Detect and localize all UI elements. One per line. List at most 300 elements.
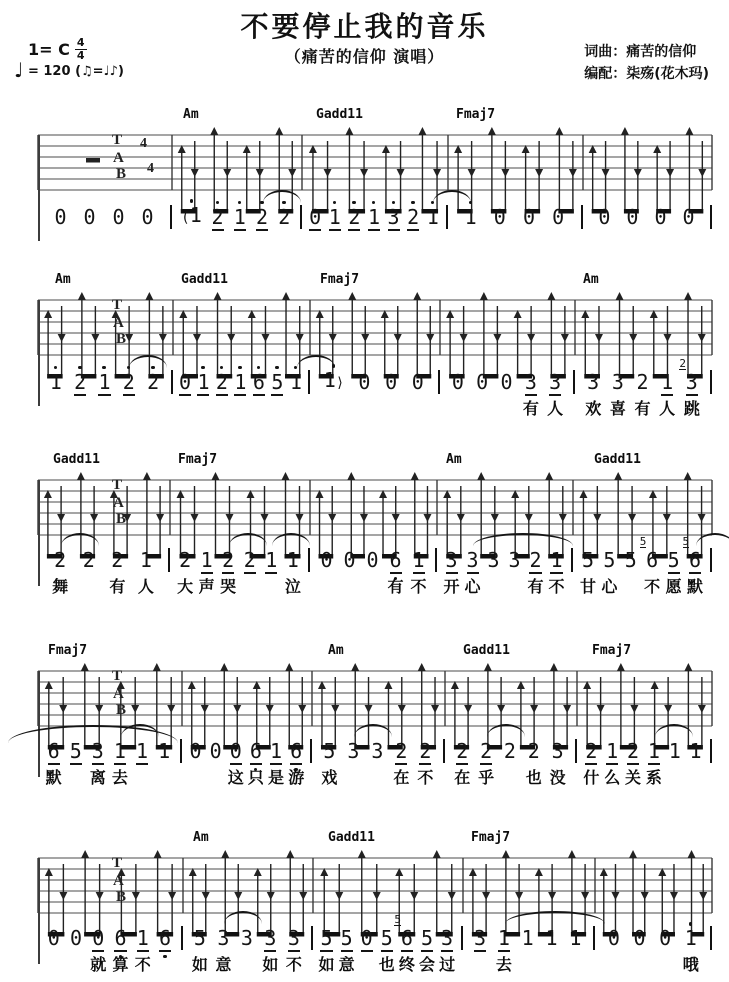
note-digit: 0 — [320, 548, 333, 572]
tab-letter-t: T — [112, 297, 123, 313]
note-digit: 3 — [611, 369, 624, 394]
staff-time-sig-bottom: 4 — [147, 161, 154, 176]
jianpu-note — [240, 926, 253, 950]
tab-letter-t: T — [112, 477, 123, 493]
jianpu-note — [654, 205, 667, 229]
tab-letter-t: T — [112, 855, 123, 871]
jianpu-note — [659, 369, 676, 418]
note-digit: 5 — [603, 548, 616, 572]
note-digit: 1 — [412, 548, 425, 572]
downstroke-arrow-icon — [261, 334, 269, 342]
jianpu-note — [321, 739, 338, 787]
octave-dot-high — [392, 201, 396, 205]
downstroke-arrow-icon — [698, 334, 706, 342]
jianpu-note — [70, 926, 83, 950]
octave-dot-high — [469, 201, 473, 205]
upstroke-arrow-icon — [684, 663, 692, 671]
note-digit: 6 — [646, 548, 659, 572]
lyric-syllable: 愿 — [665, 577, 682, 596]
tab-system — [0, 452, 729, 624]
downstroke-arrow-icon — [96, 892, 104, 900]
jianpu-note — [358, 370, 371, 394]
artist-subtitle: （痛苦的信仰 演唱） — [284, 47, 445, 66]
downstroke-arrow-icon — [593, 514, 601, 522]
note-digit: 6 — [252, 369, 265, 394]
upstroke-arrow-icon — [275, 127, 283, 135]
downstroke-arrow-icon — [426, 334, 434, 342]
upstroke-arrow-icon — [484, 663, 492, 671]
tab-letter-a: A — [113, 495, 124, 511]
bar-line — [710, 926, 712, 950]
jianpu-note — [410, 548, 427, 596]
jianpu-note — [407, 205, 420, 229]
note-digit: 2 — [54, 548, 67, 572]
downstroke-arrow-icon — [569, 169, 577, 177]
measure — [38, 205, 170, 229]
octave-dot-high — [238, 201, 242, 205]
downstroke-arrow-icon — [698, 169, 706, 177]
lyric-syllable: 默 — [686, 577, 704, 596]
downstroke-arrow-icon — [329, 334, 337, 342]
jianpu-note — [348, 205, 361, 229]
grace-note: 2 — [679, 356, 686, 370]
note-digit: 1 — [689, 739, 702, 763]
note-digit: 0 — [189, 739, 202, 763]
downstroke-arrow-icon — [373, 892, 381, 900]
note-digit: 0 — [633, 926, 646, 950]
octave-dot-high — [201, 366, 205, 370]
downstroke-arrow-icon — [226, 514, 234, 522]
upstroke-arrow-icon — [617, 663, 625, 671]
note-digit: 1 — [265, 548, 278, 572]
upstroke-arrow-icon — [285, 663, 293, 671]
jianpu-note — [500, 370, 513, 394]
jianpu-note — [665, 548, 682, 596]
octave-dot-high — [54, 366, 58, 370]
downstroke-arrow-icon — [125, 334, 133, 342]
tab-system — [0, 643, 729, 815]
note-digit: 2 — [82, 548, 95, 572]
octave-dot-high — [333, 201, 337, 205]
note-digit: 5 — [420, 926, 433, 950]
jianpu-note — [122, 370, 135, 394]
downstroke-arrow-icon — [328, 514, 336, 522]
chord-label: Fmaj7 — [592, 643, 632, 658]
paren-open: ( — [181, 210, 190, 226]
jianpu-note — [69, 739, 82, 763]
lyric-syllable: 不 — [410, 577, 427, 596]
measure — [38, 926, 181, 974]
upstroke-arrow-icon — [684, 472, 692, 480]
jianpu-note — [191, 926, 208, 974]
measure — [312, 739, 443, 787]
jianpu-note — [209, 739, 222, 763]
tab-system — [0, 272, 729, 444]
jianpu-note — [583, 739, 600, 787]
measure — [575, 356, 710, 418]
jianpu-note — [601, 548, 618, 596]
note-digit: 1 — [234, 369, 247, 394]
note-digit: 0 — [411, 369, 424, 394]
downstroke-arrow-icon — [335, 892, 343, 900]
chord-label: Gadd11 — [594, 452, 641, 467]
jianpu-note — [98, 370, 111, 394]
lyric-syllable: 这 — [227, 768, 244, 787]
downstroke-arrow-icon — [482, 892, 490, 900]
upstroke-arrow-icon — [212, 472, 220, 480]
upstroke-arrow-icon — [418, 127, 426, 135]
downstroke-arrow-icon — [525, 514, 533, 522]
jianpu-note — [493, 205, 506, 229]
measure — [445, 739, 575, 787]
downstroke-arrow-icon — [91, 334, 99, 342]
measure — [313, 913, 461, 974]
note-digit: 2 — [627, 739, 640, 763]
upstroke-arrow-icon — [282, 472, 290, 480]
jianpu-note — [89, 739, 106, 787]
chord-label: Fmaj7 — [48, 643, 88, 658]
octave-dot-high — [352, 201, 356, 205]
lyric-syllable: 只 — [247, 768, 264, 787]
note-digit: 2 — [215, 369, 228, 394]
upstroke-arrow-icon — [488, 127, 496, 135]
note-digit: 1 — [323, 368, 336, 392]
jianpu-note — [288, 739, 305, 787]
note-digit: 1 — [98, 369, 111, 394]
downstroke-arrow-icon — [191, 169, 199, 177]
lyric-syllable: 人 — [659, 398, 676, 418]
lyric-syllable: 人 — [547, 398, 564, 418]
downstroke-arrow-icon — [360, 169, 368, 177]
jianpu-note — [247, 739, 264, 787]
jianpu-note — [454, 739, 471, 787]
note-digit: 1 — [289, 369, 302, 394]
jianpu-note — [668, 739, 681, 763]
measure — [38, 548, 168, 596]
note-digit: 2 — [122, 369, 135, 394]
jianpu-note — [197, 370, 210, 394]
note-digit: 5 — [320, 926, 333, 950]
jianpu-row — [38, 356, 712, 418]
lyric-syllable: 有 — [387, 577, 404, 596]
jianpu-note — [285, 926, 302, 974]
measure — [448, 205, 581, 229]
jianpu-note — [443, 548, 460, 596]
lyric-syllable: 也 — [378, 955, 395, 974]
chord-label: Am — [183, 107, 199, 122]
measure — [302, 205, 446, 229]
downstroke-arrow-icon — [132, 892, 140, 900]
jianpu-note — [158, 739, 171, 763]
downstroke-arrow-icon — [699, 892, 707, 900]
time-signature-top: 4 — [76, 36, 85, 49]
note-digit: 3 — [474, 926, 487, 950]
lyric-syllable: 就 — [90, 955, 107, 974]
measure — [463, 926, 593, 974]
jianpu-note — [112, 205, 125, 229]
upstroke-arrow-icon — [221, 850, 229, 858]
upstroke-arrow-icon — [282, 292, 290, 300]
note-digit: 1 — [464, 204, 477, 229]
note-digit: 6 — [158, 926, 172, 950]
jianpu-note — [689, 739, 702, 763]
upstroke-arrow-icon — [154, 850, 162, 858]
note-digit: 1 — [197, 369, 210, 394]
jianpu-note — [211, 205, 224, 229]
jianpu-note — [54, 205, 67, 229]
tab-system — [0, 107, 729, 279]
downstroke-arrow-icon — [663, 514, 671, 522]
jianpu-note — [604, 739, 621, 787]
lyric-syllable: 舞 — [52, 577, 69, 596]
jianpu-note — [134, 926, 151, 974]
chord-label: Gadd11 — [181, 272, 228, 287]
downstroke-arrow-icon — [131, 705, 139, 713]
swing-notation: (♫=♩♪) — [75, 64, 124, 79]
measure — [573, 535, 710, 596]
jianpu-note — [394, 913, 415, 974]
lyric-syllable: 乎 — [478, 768, 495, 787]
downstroke-arrow-icon — [581, 892, 589, 900]
note-digit: 1 — [426, 204, 439, 229]
measure — [183, 926, 311, 974]
note-digit: 0 — [366, 548, 379, 572]
note-digit: 1 — [158, 739, 171, 763]
note-digit: 0 — [141, 204, 154, 229]
octave-dot-high — [190, 199, 194, 203]
note-digit: 0 — [229, 739, 242, 763]
upstroke-arrow-icon — [210, 127, 218, 135]
chord-label: Gadd11 — [316, 107, 363, 122]
downstroke-arrow-icon — [394, 334, 402, 342]
downstroke-arrow-icon — [491, 514, 499, 522]
upstroke-arrow-icon — [477, 472, 485, 480]
jianpu-note — [234, 370, 247, 394]
jianpu-note — [367, 205, 380, 229]
note-digit: 2 — [529, 548, 542, 572]
paren-close: ⟩ — [335, 375, 345, 391]
upstroke-arrow-icon — [77, 472, 85, 480]
downstroke-arrow-icon — [57, 514, 65, 522]
jianpu-note — [659, 926, 672, 950]
downstroke-arrow-icon — [433, 169, 441, 177]
lyric-syllable: 如 — [191, 955, 208, 974]
jianpu-note — [525, 739, 542, 787]
note-digit: 2 — [395, 739, 408, 763]
lyric-syllable: 么 — [604, 768, 621, 787]
note-digit: 1 — [569, 926, 582, 950]
jianpu-note — [548, 548, 565, 596]
downstroke-arrow-icon — [398, 705, 406, 713]
jianpu-note — [609, 369, 626, 418]
upstroke-arrow-icon — [358, 850, 366, 858]
upstroke-arrow-icon — [502, 850, 510, 858]
chord-label: Am — [583, 272, 599, 287]
note-digit: 2 — [636, 369, 649, 394]
note-digit: 3 — [587, 369, 600, 394]
jianpu-note — [111, 739, 128, 787]
grace-note: 5 — [682, 535, 690, 548]
downstroke-arrow-icon — [193, 334, 201, 342]
downstroke-arrow-icon — [95, 705, 103, 713]
lyric-syllable: 是 — [268, 768, 285, 787]
downstroke-arrow-icon — [202, 892, 210, 900]
downstroke-arrow-icon — [168, 892, 176, 900]
jianpu-note — [569, 926, 582, 950]
jianpu-note — [387, 548, 404, 596]
note-digit: 2 — [419, 739, 432, 763]
upstroke-arrow-icon — [351, 663, 359, 671]
note-digit: 3 — [445, 548, 458, 572]
jianpu-note — [495, 926, 512, 974]
jianpu-note — [549, 739, 566, 787]
jianpu-note — [426, 205, 439, 229]
rest-mark — [86, 158, 100, 163]
downstroke-arrow-icon — [595, 334, 603, 342]
note-digit: 1 — [189, 203, 202, 227]
downstroke-arrow-icon — [634, 169, 642, 177]
measure — [170, 548, 308, 596]
jianpu-note — [137, 548, 154, 596]
downstroke-arrow-icon — [410, 892, 418, 900]
downstroke-arrow-icon — [397, 169, 405, 177]
note-digit: 2 — [278, 204, 291, 229]
note-digit: 0 — [451, 369, 464, 394]
downstroke-arrow-icon — [261, 514, 269, 522]
jianpu-note — [645, 739, 662, 787]
upstroke-arrow-icon — [629, 850, 637, 858]
upstroke-arrow-icon — [433, 850, 441, 858]
lyric-syllable: 关 — [625, 768, 642, 787]
lyric-syllable: 哭 — [220, 577, 237, 596]
jianpu-note — [338, 926, 355, 974]
downstroke-arrow-icon — [629, 334, 637, 342]
jianpu-row — [38, 913, 712, 974]
jianpu-note — [82, 548, 95, 572]
jianpu-note — [378, 926, 395, 974]
downstroke-arrow-icon — [156, 514, 164, 522]
tab-system — [0, 830, 729, 982]
lyric-syllable: 哦 — [682, 955, 699, 974]
lyric-syllable: 默 — [45, 768, 62, 787]
measure — [437, 548, 571, 596]
chord-label: Gadd11 — [328, 830, 375, 845]
jianpu-note — [634, 369, 651, 418]
note-digit: 6 — [114, 926, 127, 950]
downstroke-arrow-icon — [468, 169, 476, 177]
jianpu-note — [522, 205, 535, 229]
jianpu-note — [503, 739, 516, 763]
downstroke-arrow-icon — [288, 169, 296, 177]
note-digit: 3 — [551, 739, 564, 763]
downstroke-arrow-icon — [530, 705, 538, 713]
note-digit: 0 — [682, 204, 695, 229]
jianpu-note — [112, 926, 129, 974]
note-digit: 1 — [49, 369, 62, 394]
note-digit: 1 — [136, 926, 149, 950]
downstroke-arrow-icon — [159, 334, 167, 342]
jianpu-note — [49, 370, 62, 394]
jianpu-note — [320, 548, 333, 572]
downstroke-arrow-icon — [602, 169, 610, 177]
lyric-syllable: 心 — [464, 577, 481, 596]
downstroke-arrow-icon — [630, 705, 638, 713]
quarter-note-icon: ♩ — [14, 58, 24, 82]
jianpu-note — [625, 739, 642, 787]
downstroke-arrow-icon — [515, 892, 523, 900]
downstroke-arrow-icon — [464, 705, 472, 713]
jianpu-note — [522, 369, 539, 418]
downstroke-arrow-icon — [666, 169, 674, 177]
lyric-syllable: 在 — [454, 768, 471, 787]
lyric-syllable: 甘 — [579, 577, 596, 596]
lyric-syllable: 跳 — [683, 398, 700, 418]
jianpu-note — [289, 370, 302, 394]
jianpu-note — [360, 926, 373, 950]
lyric-syllable: 有 — [109, 577, 126, 596]
note-digit: 3 — [466, 548, 479, 572]
note-digit: 0 — [654, 204, 667, 229]
note-digit: 0 — [209, 739, 222, 763]
lyric-syllable: 有 — [527, 577, 544, 596]
jianpu-note — [177, 548, 194, 596]
note-digit: 3 — [685, 369, 698, 394]
lyric-syllable: 不 — [417, 768, 434, 787]
lyric-syllable: 终 — [398, 955, 415, 974]
lyric-syllable: 如 — [262, 955, 279, 974]
downstroke-arrow-icon — [59, 705, 67, 713]
measure — [38, 370, 171, 394]
downstroke-arrow-icon — [267, 892, 275, 900]
lyric-syllable: 喜 — [609, 398, 626, 418]
note-digit: 2 — [256, 204, 269, 229]
upstroke-arrow-icon — [418, 663, 426, 671]
credit-arranger: 编配：柒殇(花木玛) — [584, 65, 709, 82]
upstroke-arrow-icon — [78, 292, 86, 300]
note-digit: 1 — [233, 204, 246, 229]
note-digit: 1 — [367, 204, 380, 229]
measure — [577, 739, 710, 787]
jianpu-row — [38, 535, 712, 596]
note-digit: 0 — [112, 204, 125, 229]
lyric-syllable: 大 — [177, 577, 194, 596]
jianpu-note — [233, 205, 246, 229]
note-digit: 3 — [287, 926, 300, 950]
upstroke-arrow-icon — [685, 127, 693, 135]
note-digit: 2 — [243, 548, 256, 572]
note-digit: 5 — [69, 739, 82, 763]
downstroke-arrow-icon — [365, 705, 373, 713]
jianpu-note — [252, 370, 265, 394]
note-digit: 1 — [647, 739, 660, 763]
note-digit: 1 — [286, 548, 299, 572]
downstroke-arrow-icon — [201, 705, 209, 713]
downstroke-arrow-icon — [58, 334, 66, 342]
upstroke-arrow-icon — [348, 292, 356, 300]
note-digit: 3 — [524, 369, 537, 394]
note-digit: 0 — [385, 369, 398, 394]
jianpu-note — [74, 370, 87, 394]
lyric-syllable: 不 — [644, 577, 661, 596]
jianpu-note — [324, 368, 344, 395]
jianpu-note — [626, 205, 639, 229]
lyric-syllable: 离 — [89, 768, 106, 787]
measure — [310, 368, 438, 395]
octave-dot-high — [689, 922, 693, 926]
note-digit: 0 — [607, 926, 620, 950]
measure — [173, 370, 308, 394]
jianpu-note — [83, 205, 96, 229]
